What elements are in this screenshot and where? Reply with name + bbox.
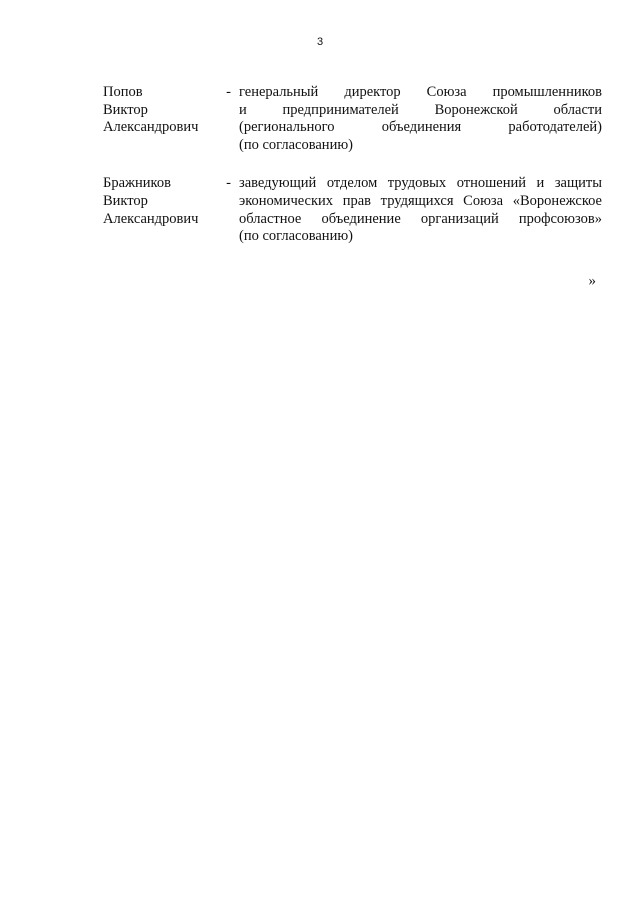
member-dash: - [226, 175, 231, 192]
member-dash: - [226, 84, 231, 100]
member-surname: Бражников [103, 175, 171, 192]
member-first-name: Виктор [103, 192, 148, 209]
position-line: (по согласованию) [239, 228, 353, 245]
closing-quote-mark: » [588, 273, 596, 289]
member-surname: Попов [103, 84, 143, 100]
position-line: генеральный директор Союза промышленников [239, 84, 602, 100]
member-patronymic: Александрович [103, 119, 199, 136]
member-position [239, 175, 602, 245]
page-number: 3 [316, 36, 324, 48]
position-line: заведующий отделом трудовых отношений и защиты [239, 175, 602, 192]
member-position [239, 84, 602, 154]
member-patronymic: Александрович [103, 210, 199, 227]
position-line: экономических прав трудящихся Союза «Воронежское [239, 192, 602, 209]
member-list [103, 84, 602, 267]
position-line: (регионального объединения работодателей) [239, 119, 602, 136]
member-first-name: Виктор [103, 101, 148, 118]
position-line: и предпринимателей Воронежской области [239, 101, 602, 118]
position-line: областное объединение организаций профсоюзов» [239, 210, 602, 227]
position-line: (по согласованию) [239, 136, 353, 153]
member-name [103, 175, 210, 228]
member-entry-popov [103, 84, 602, 154]
member-name [103, 84, 210, 137]
member-entry-brazhnikov [103, 175, 602, 245]
